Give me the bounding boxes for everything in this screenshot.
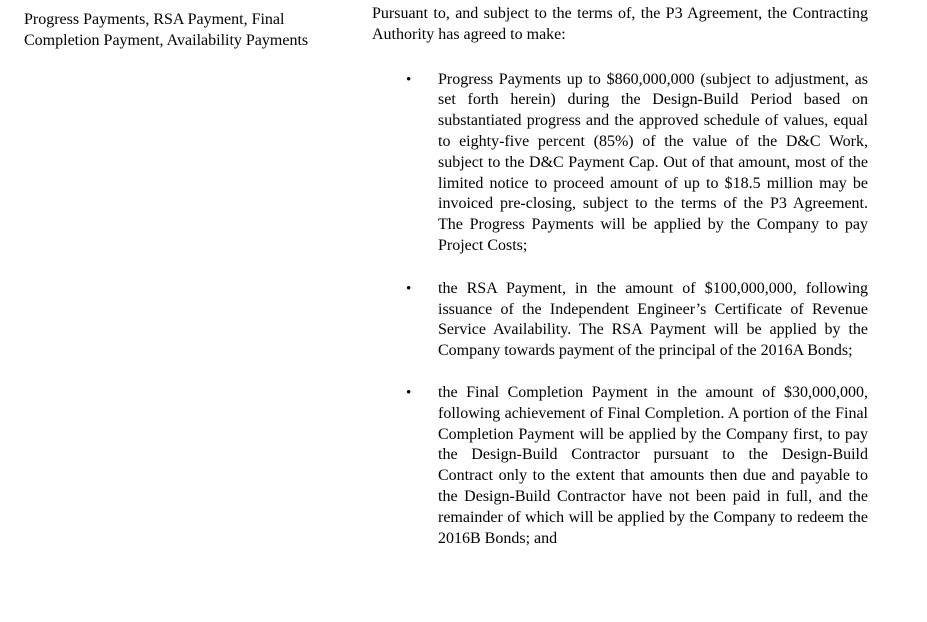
bullet-icon: • — [406, 384, 412, 401]
list-item-progress-payments — [372, 70, 868, 257]
bullet-icon: • — [406, 280, 412, 297]
bullet-icon: • — [406, 71, 412, 88]
section-body — [372, 4, 868, 549]
payment-list — [372, 70, 868, 550]
section-heading-line-1: Progress Payments, RSA Payment, Final — [24, 11, 285, 28]
section-heading-line-2: Completion Payment, Availability Payments — [24, 31, 309, 49]
list-item-rsa-payment — [372, 279, 868, 362]
section-heading — [24, 10, 360, 52]
intro-paragraph: Pursuant to, and subject to the terms of, the P3 Agreement, the Contracting Authority has agreed to make: — [372, 5, 868, 43]
list-item-final-completion-payment — [372, 383, 868, 549]
list-item-text: the RSA Payment, in the amount of $100,000,000, following issuance of the Independent Engineer’s Certificate of Revenue Service Availability. The RSA Payment will be applied by the Company towards payment of the principal of the 2016A Bonds; — [438, 279, 868, 360]
list-item-text: the Final Completion Payment in the amount of $30,000,000, following achievement of Final Completion. A portion of the Final Completion Payment will be applied by the Company first, to pay the Design-Build Contractor pursuant to the Design-Build Contract only to the extent that amounts then due and payable to the Design-Build Contractor have not been paid in full, and the remainder of which will be applied by the Company to redeem the 2016B Bonds; and — [438, 383, 868, 547]
list-item-text: Progress Payments up to $860,000,000 (subject to adjustment, as set forth herein) during the Design-Build Period based on substantiated progress and the approved schedule of values, equal to eighty-five percent (85%) of the value of the D&C Work, subject to the D&C Payment Cap. Out of that amount, most of the limited notice to proceed amount of up to $18.5 million may be invoiced pre-closing, subject to the terms of the P3 Agreement. The Progress Payments will be applied by the Company to pay Project Costs; — [438, 70, 868, 254]
